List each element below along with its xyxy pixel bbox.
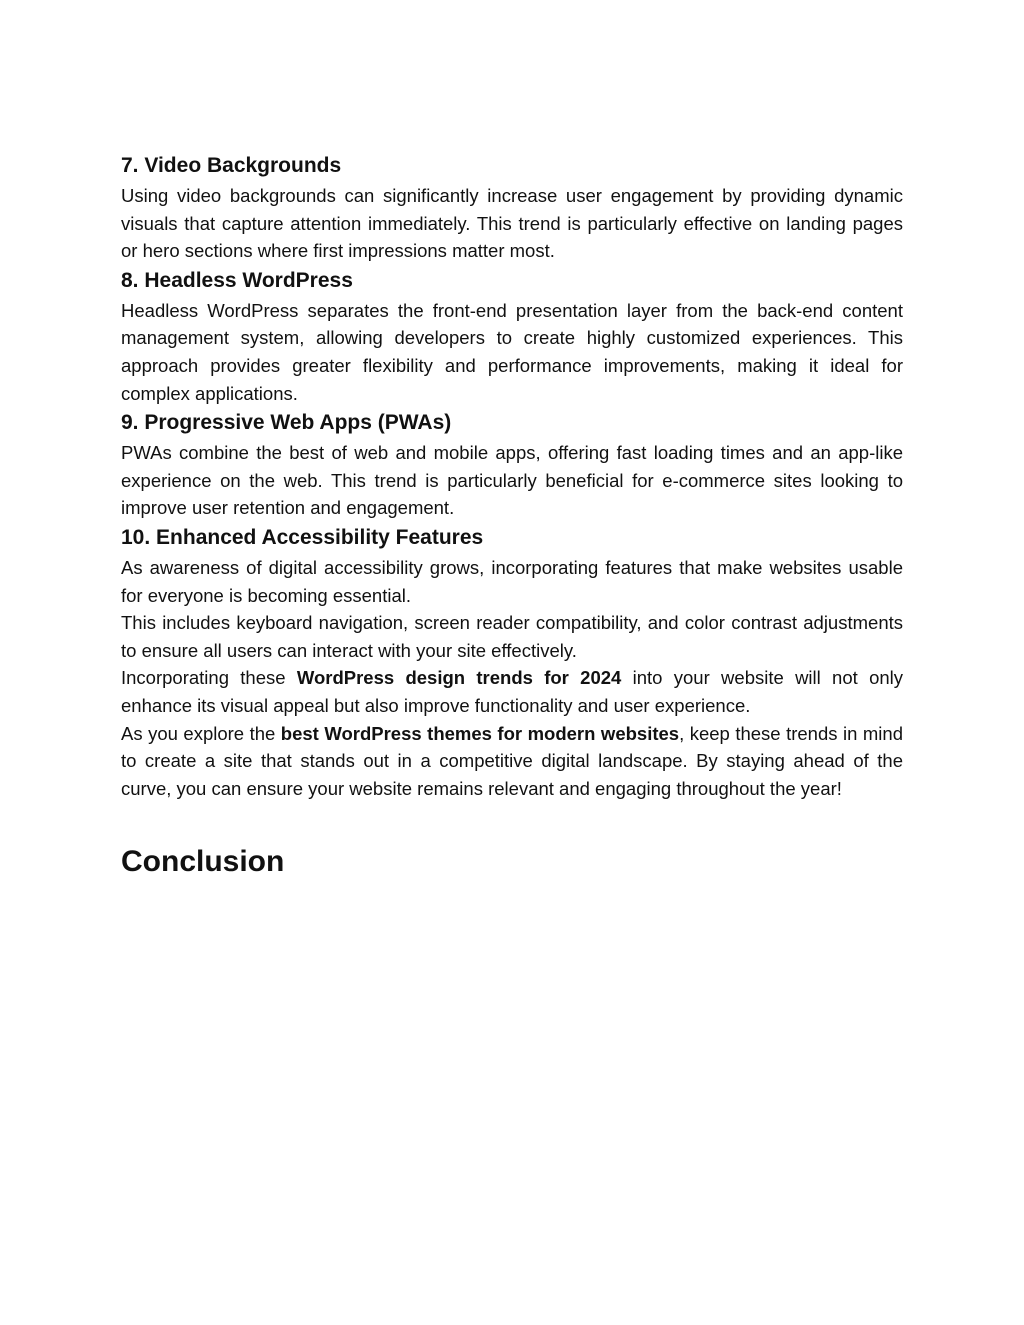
paragraph-progressive-web-apps: PWAs combine the best of web and mobile apps, offering fast loading times and an app-like experience on the web. This trend is particularly beneficial for e-commerce sites looking to improve user retention and engagement. [121, 442, 903, 519]
heading-progressive-web-apps: 9. Progressive Web Apps (PWAs) [121, 411, 452, 435]
paragraph-video-backgrounds: Using video backgrounds can significantly increase user engagement by providing dynamic visuals that capture attention immediately. This trend is particularly effective on landing pages or hero sections where first impressions matter most. [121, 185, 903, 262]
heading-video-backgrounds: 7. Video Backgrounds [121, 154, 342, 177]
conclusion-heading: Conclusion [121, 845, 285, 879]
heading-accessibility-features: 10. Enhanced Accessibility Features [121, 525, 484, 549]
closing-themes-text-before: As you explore the [121, 722, 281, 744]
closing-trends-text-before: Incorporating these [121, 667, 297, 689]
closing-themes-text-after: , keep these trends in mind to create a site that stands out in a competitive digital landscape. By staying ahead of the curve, you can ensure your website remains relevant and engaging throughout the year! [121, 722, 903, 799]
heading-headless-wordpress: 8. Headless WordPress [121, 268, 353, 292]
closing-trends-bold-phrase: WordPress design trends for 2024 [296, 667, 622, 689]
closing-trends-text-after: into your website will not only enhance its visual appeal but also improve functionality and user experience. [121, 667, 904, 716]
closing-themes-bold-phrase: best WordPress themes for modern websites [280, 722, 680, 744]
paragraph-headless-wordpress: Headless WordPress separates the front-end presentation layer from the back-end content management system, allowing developers to create highly customized experiences. This approach provides greater flexibility and performance improvements, making it ideal for complex applications. [121, 299, 903, 404]
paragraph-closing-trends [121, 664, 903, 719]
paragraph-accessibility-includes: This includes keyboard navigation, screen reader compatibility, and color contrast adjustments to ensure all users can interact with your site effectively. [121, 612, 903, 661]
paragraph-accessibility-awareness: As awareness of digital accessibility grows, incorporating features that make websites usable for everyone is becoming essential. [121, 556, 903, 606]
paragraph-closing-themes [121, 720, 903, 803]
